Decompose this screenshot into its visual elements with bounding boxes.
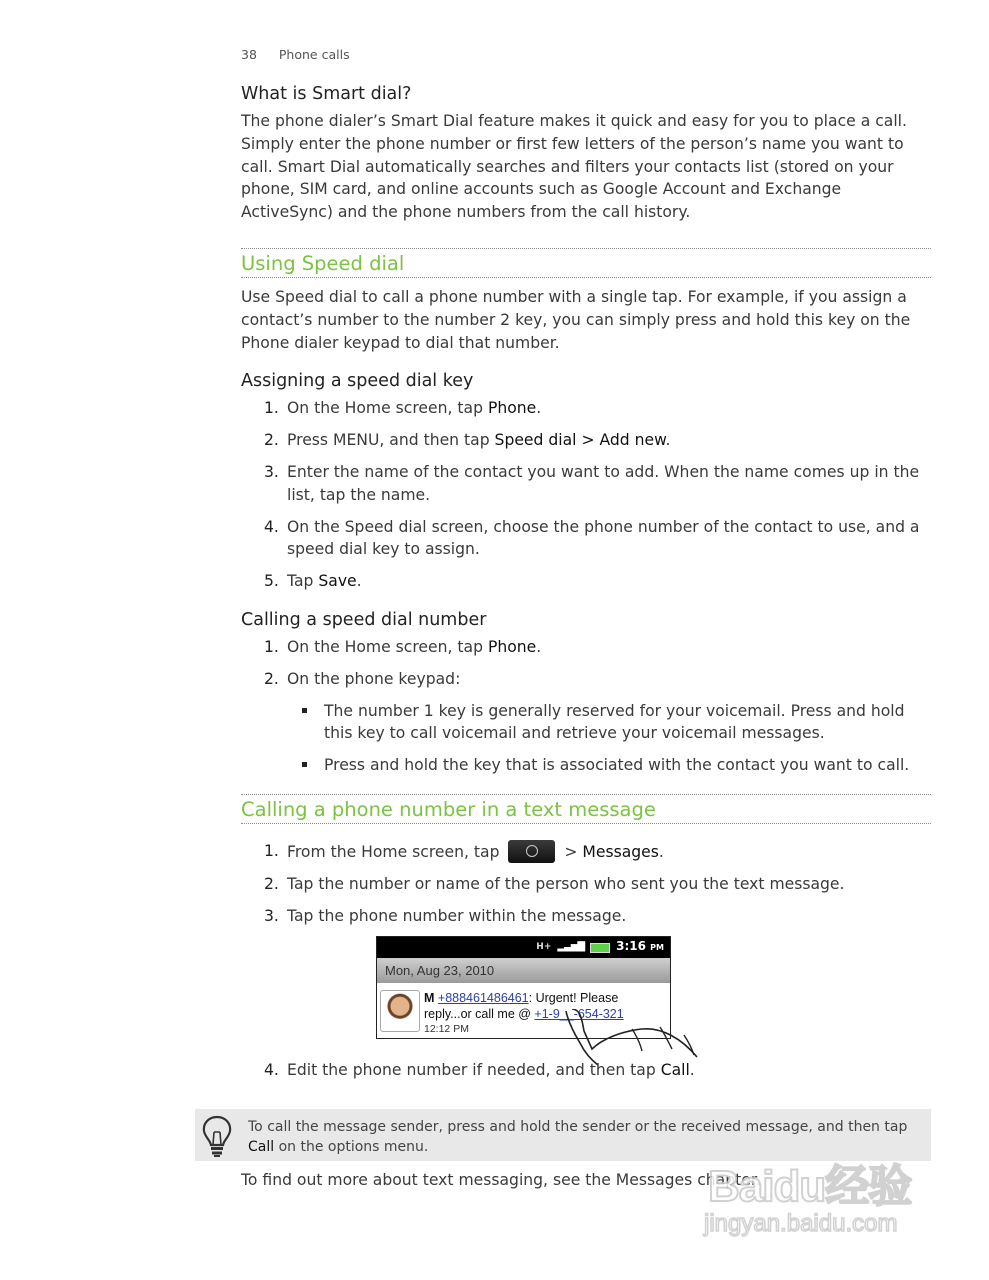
chapter-title: Phone calls (278, 47, 350, 62)
step-number: 3. (264, 462, 279, 481)
step-number: 5. (264, 572, 279, 591)
list-item (241, 516, 931, 562)
ui-term: Call (248, 1139, 275, 1155)
step-text: Edit the phone number if needed, and then tap (287, 1061, 661, 1080)
text-msg-title: Calling a phone number in a text message (241, 797, 656, 821)
ui-term: Speed dial > Add new (494, 431, 666, 450)
step-number: 4. (264, 517, 279, 536)
calling-steps (241, 636, 931, 777)
phone-number-link[interactable]: +1-9__-654-321 (534, 1006, 624, 1021)
message-line: reply...or call me @ (424, 1006, 535, 1021)
list-item (241, 840, 931, 864)
step-text: . (689, 1061, 695, 1080)
speed-dial-intro: Use Speed dial to call a phone number with a single tap. For example, if you assign a contact’s number to the number 2 key, you can simply press and hold this key on the Phone dialer keypad to dial that number. (241, 287, 911, 352)
ui-term: Phone (487, 637, 537, 656)
step-number: 3. (264, 906, 279, 925)
sender-name: M (424, 991, 435, 1006)
tip-line: on the options menu. (274, 1139, 429, 1155)
page-header (241, 47, 350, 62)
step-text: From the Home screen, tap (287, 842, 505, 861)
sender-number-link[interactable]: +888461486461 (437, 991, 529, 1006)
closing-text: To find out more about text messaging, see the Messages chapter. (241, 1171, 761, 1189)
ui-term: Messages (582, 842, 659, 861)
status-time (616, 935, 664, 960)
list-item (241, 668, 931, 777)
step-number: 1. (264, 637, 279, 656)
step-text: On the phone keypad: (287, 669, 461, 688)
signal-bars-icon: ▂▃▅▇ (557, 941, 585, 953)
step-text: > (559, 842, 583, 861)
smart-dial-heading: What is Smart dial? (241, 84, 412, 104)
ui-term: Phone (487, 399, 537, 418)
watermark-logo: Baidu经验 (708, 1162, 912, 1211)
list-item (241, 873, 931, 896)
step-text: . (356, 572, 362, 591)
text-msg-section-title (241, 794, 931, 824)
step-text: . (658, 842, 664, 861)
lightbulb-icon (199, 1114, 235, 1158)
list-item (241, 636, 931, 659)
bullet-square-icon (302, 708, 307, 713)
list-item (241, 429, 931, 452)
message-time: 12:12 PM (424, 1023, 469, 1036)
step-text: On the Home screen, tap (287, 637, 488, 656)
step-text: On the Speed dial screen, choose the phone number of the contact to use, and a speed dial key to assign. (287, 517, 920, 559)
calling-heading: Calling a speed dial number (241, 609, 487, 630)
step-text: Press MENU, and then tap (287, 431, 495, 450)
page-content (241, 84, 931, 1091)
list-item (241, 461, 931, 507)
time-ampm: PM (650, 943, 664, 953)
text-msg-steps (241, 840, 931, 1082)
page-number: 38 (241, 47, 257, 62)
list-item (241, 570, 931, 593)
step-text: Enter the name of the contact you want to add. When the name comes up in the list, tap the name. (287, 462, 920, 504)
step-text: Tap the number or name of the person who sent you the text message. (287, 874, 845, 893)
step-text: Tap the phone number within the message. (287, 906, 627, 925)
ui-term: Call (660, 1061, 690, 1080)
step-number: 2. (264, 669, 279, 688)
message-screenshot (376, 936, 671, 1039)
bullet-text: The number 1 key is generally reserved for your voicemail. Press and hold this key to call voicemail and retrieve your voicemail messages. (324, 701, 905, 743)
message-line: : Urgent! Please (528, 991, 619, 1006)
step-number: 1. (264, 841, 279, 860)
step-number: 1. (264, 399, 279, 418)
bullet-item (287, 700, 931, 746)
date-header: Mon, Aug 23, 2010 (377, 958, 670, 983)
baidu-watermark (700, 1150, 940, 1250)
battery-icon (590, 943, 610, 953)
tip-line: To call the message sender, press and hold the sender or the received message, and then tap (248, 1119, 908, 1135)
contact-avatar (380, 990, 420, 1032)
step-number: 2. (264, 431, 279, 450)
watermark-url: jingyan.baidu.com (704, 1210, 898, 1237)
step-number: 2. (264, 874, 279, 893)
list-item (241, 1059, 931, 1082)
speed-dial-section-title (241, 248, 931, 278)
step-number: 4. (264, 1061, 279, 1080)
time-value: 3:16 (616, 939, 646, 954)
step-text: . (665, 431, 671, 450)
step-text: . (536, 637, 542, 656)
speed-dial-title: Using Speed dial (241, 251, 405, 275)
smart-dial-body: The phone dialer’s Smart Dial feature makes it quick and easy for you to place a call. Simply enter the phone number or first few letters of the person’s name you want to call. Smart Dial automatically searches and filters your contacts list (stored on your phone, SIM card, and online accounts such as Google Account and Exchange ActiveSync) and the phone numbers from the call history. (241, 112, 907, 222)
status-bar (377, 937, 670, 958)
bullet-text: Press and hold the key that is associated with the contact you want to call. (324, 756, 910, 775)
step-text: . (536, 399, 542, 418)
list-item (241, 397, 931, 420)
bullet-item (287, 754, 931, 777)
all-apps-button-icon (508, 840, 555, 863)
ui-term: Save (318, 572, 357, 591)
step-text: On the Home screen, tap (287, 399, 488, 418)
assign-steps (241, 397, 931, 593)
bullet-square-icon (302, 762, 307, 767)
network-indicator: H+ (536, 942, 552, 953)
step-text: Tap (287, 572, 319, 591)
assign-heading: Assigning a speed dial key (241, 371, 474, 392)
keypad-bullets (287, 700, 931, 777)
list-item (241, 905, 931, 1040)
